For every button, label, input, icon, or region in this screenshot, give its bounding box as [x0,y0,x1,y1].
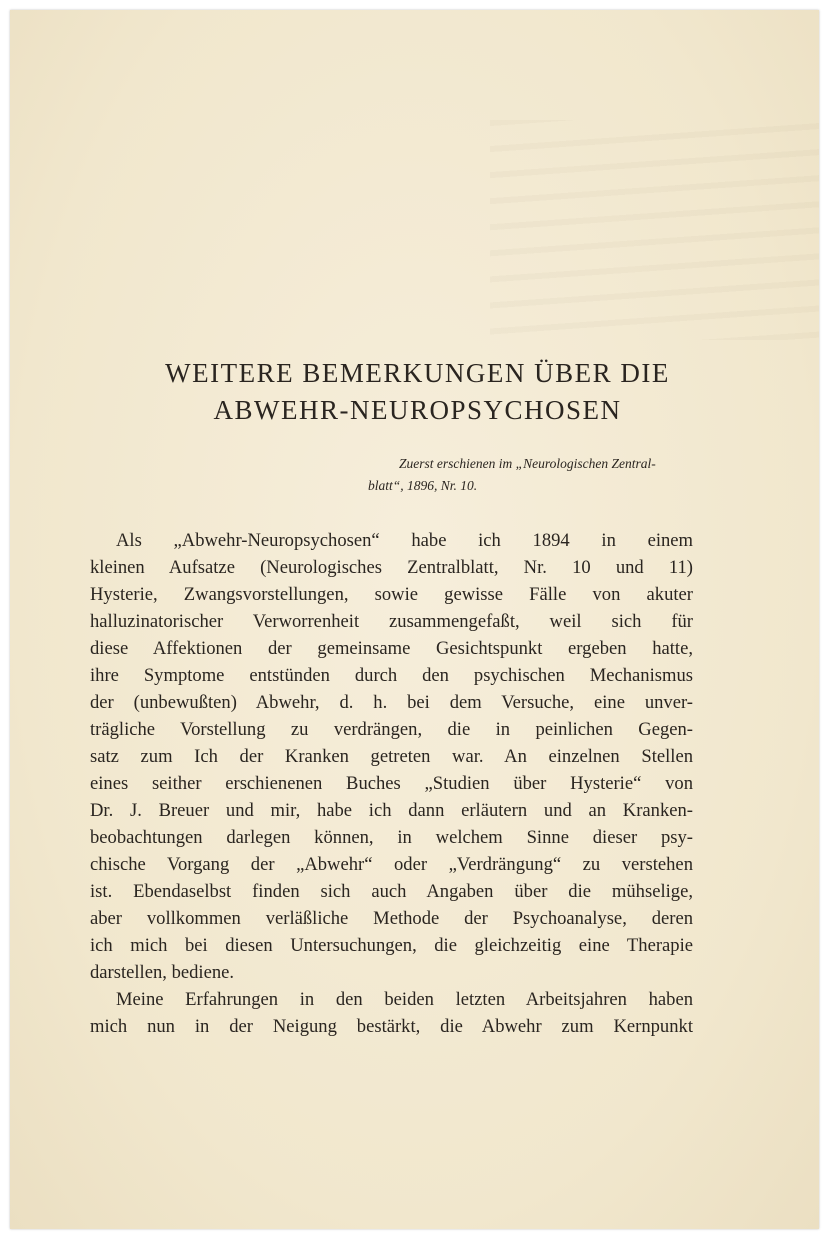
chapter-title-line-1: WEITERE BEMERKUNGEN ÜBER DIE [165,358,670,388]
body-line: Dr. J. Breuer und mir, habe ich dann erläutern und an Kranken- [90,800,693,821]
body-line: beobachtungen darlegen können, in welchem Sinne dieser psy- [90,827,693,848]
source-note-line-2: blatt“, 1896, Nr. 10. [368,478,478,493]
body-line: Meine Erfahrungen in den beiden letzten Arbeitsjahren haben [116,989,693,1010]
body-line: mich nun in der Neigung bestärkt, die Abwehr zum Kernpunkt [90,1016,693,1037]
body-line: ist. Ebendaselbst finden sich auch Angaben über die mühselige, [90,881,693,902]
body-line: trägliche Vorstellung zu verdrängen, die in peinlichen Gegen- [90,719,693,740]
body-line: darstellen, bediene. [90,962,235,983]
body-line: kleinen Aufsatze (Neurologisches Zentralblatt, Nr. 10 und 11) [90,557,693,578]
show-through-texture [490,120,819,340]
body-line: Hysterie, Zwangsvorstellungen, sowie gewisse Fälle von akuter [90,584,693,605]
body-line: aber vollkommen verläßliche Methode der Psychoanalyse, deren [90,908,693,929]
chapter-title-line-2: ABWEHR-NEUROPSYCHOSEN [213,395,622,425]
body-line: diese Affektionen der gemeinsame Gesichtspunkt ergeben hatte, [90,638,693,659]
body-line: Als „Abwehr-Neuropsychosen“ habe ich 1894 in einem [116,530,693,551]
body-line: chische Vorgang der „Abwehr“ oder „Verdrängung“ zu verstehen [90,854,693,875]
body-line: ihre Symptome entstünden durch den psychischen Mechanismus [90,665,693,686]
source-note-line-1: Zuerst erschienen im „Neurologischen Zentral- [399,456,656,471]
body-line: ich mich bei diesen Untersuchungen, die gleichzeitig eine Therapie [90,935,693,956]
body-line: der (unbewußten) Abwehr, d. h. bei dem Versuche, eine unver- [90,692,693,713]
body-line: eines seither erschienenen Buches „Studien über Hysterie“ von [90,773,693,794]
body-line: halluzinatorischer Verworrenheit zusammengefaßt, weil sich für [90,611,693,632]
body-line: satz zum Ich der Kranken getreten war. An einzelnen Stellen [90,746,693,767]
